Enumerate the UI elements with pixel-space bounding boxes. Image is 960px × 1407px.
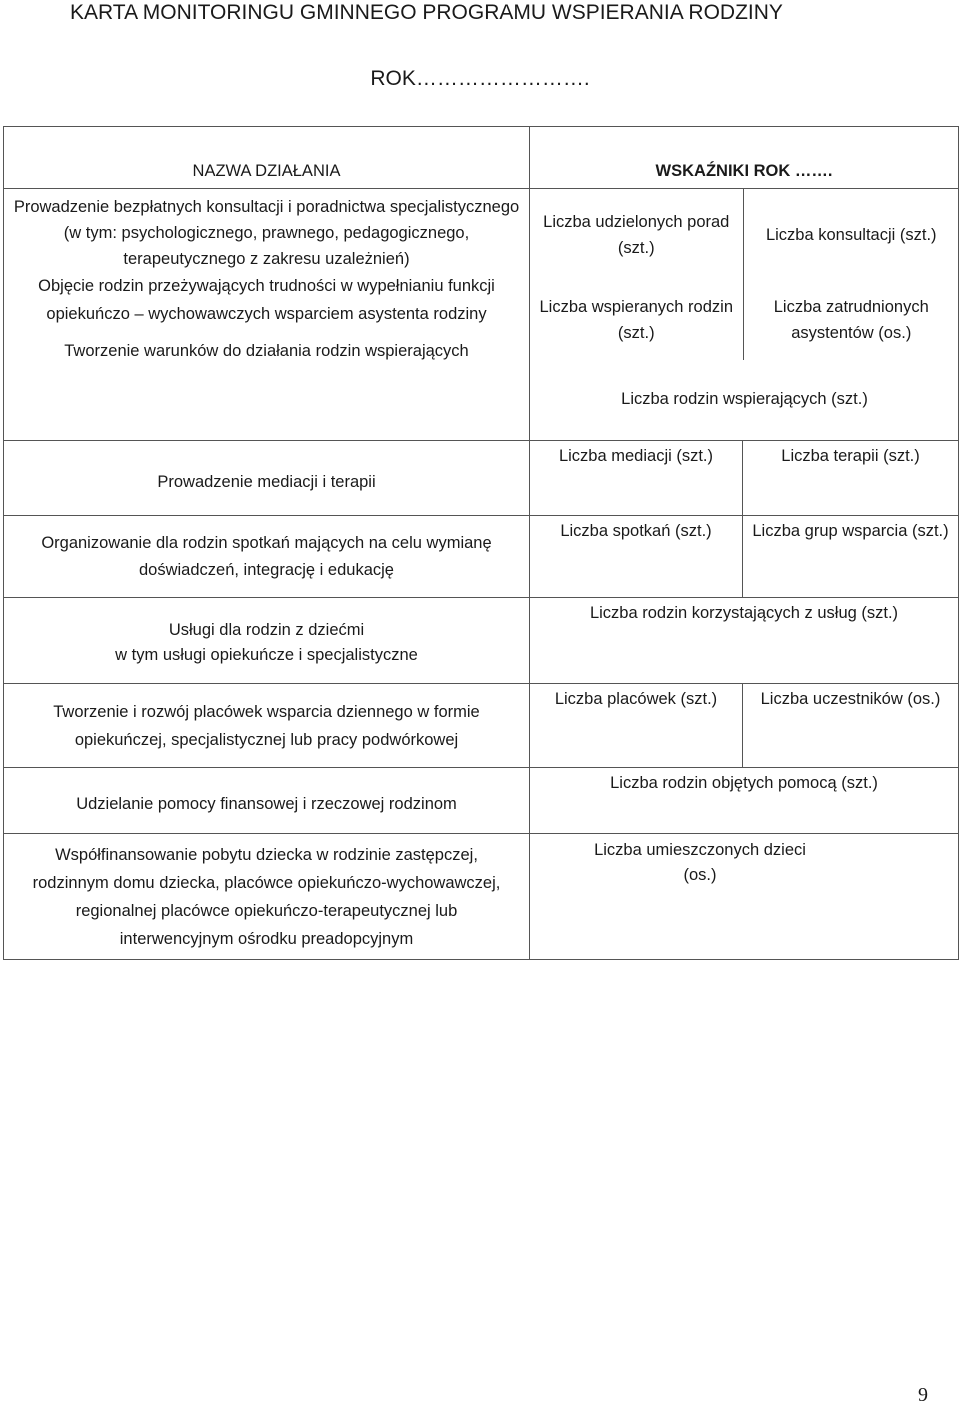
col-header-activity [4,127,530,189]
indicator-assistants-employed: Liczba zatrudnionych asystentów (os.) [743,280,959,360]
table-row [4,598,959,684]
indicators-cell-r1 [530,189,959,441]
activity-r1-consultations: Prowadzenie bezpłatnych konsultacji i poradnictwa specjalistycznego (w tym: psychologicznego, prawnego, pedagogicznego, terapeutycznego z zakresu uzależnień) [13,198,520,268]
table-row [4,441,959,516]
activity-r7-text: Współfinansowanie pobytu dziecka w rodzinie zastępczej, rodzinnym domu dziecka, placówce opiekuńczo-wychowawczej, regionalnej placówce opiekuńczo-terapeutycznej lub interwencyjnym ośrodku preadopcyjnym [32,845,501,948]
indicator-facilities-count: Liczba placówek (szt.) [530,684,743,768]
indicator-meetings-count: Liczba spotkań (szt.) [530,516,743,598]
activity-r1-family-assistant: Objęcie rodzin przeżywających trudności w wypełnianiu funkcji opiekuńczo – wychowawczych wsparciem asystenta rodziny [38,277,495,323]
indicator-mediation-count: Liczba mediacji (szt.) [530,441,743,516]
year-line: ROK……………………. [370,67,590,90]
page-number: 9 [918,1384,928,1406]
activity-r3-text: Organizowanie dla rodzin spotkań mających na celu wymianę doświadczeń, integrację i edukację [41,533,492,579]
table-row [4,189,959,441]
indicator-participants-count: Liczba uczestników (os.) [743,684,959,768]
indicator-placed-children [530,834,959,960]
col-header-activity-text: NAZWA DZIAŁANIA [192,162,341,180]
activity-r5-day-support [4,684,530,768]
activity-r6-financial-aid: Udzielanie pomocy finansowej i rzeczowej rodzinom [4,768,530,834]
indicator-supported-families: Liczba wspieranych rodzin (szt.) [539,298,733,342]
monitoring-table [3,126,959,960]
activity-cell-r1 [4,189,530,441]
indicator-families-using-services: Liczba rodzin korzystających z usług (szt.) [530,598,959,684]
indicator-consultations-count: Liczba konsultacji (szt.) [743,189,959,280]
table-row [4,768,959,834]
indicator-supporting-families: Liczba rodzin wspierających (szt.) [621,390,868,408]
activity-r3-meetings [4,516,530,598]
activity-r4-line1: Usługi dla rodzin z dziećmi [168,620,365,639]
indicator-advice-count: Liczba udzielonych porad (szt.) [543,212,730,257]
col-header-indicators [530,127,959,189]
activity-r7-cofinancing [4,834,530,960]
col-header-indicators-text: WSKAŹNIKI ROK ……. [655,162,833,180]
indicators-r1-grid [530,189,959,438]
activity-r4-services [4,598,530,684]
activity-r1-supporting-families: Tworzenie warunków do działania rodzin wspierających [64,342,469,360]
table-row [4,684,959,768]
activity-r4-line2: w tym usługi opiekuńcze i specjalistyczne [115,645,418,664]
indicator-support-groups: Liczba grup wsparcia (szt.) [743,516,959,598]
document-title: KARTA MONITORINGU GMINNEGO PROGRAMU WSPIERANIA RODZINY [70,1,783,24]
table-header-row [4,127,959,189]
activity-r2-mediation: Prowadzenie mediacji i terapii [4,441,530,516]
activity-r5-text: Tworzenie i rozwój placówek wsparcia dziennego w formie opiekuńczej, specjalistycznej lub pracy podwórkowej [53,702,480,749]
table-row [4,834,959,960]
indicator-placed-children-text: Liczba umieszczonych dzieci (os.) [594,841,806,884]
indicator-therapy-count: Liczba terapii (szt.) [743,441,959,516]
table-row [4,516,959,598]
indicator-families-aided: Liczba rodzin objętych pomocą (szt.) [530,768,959,834]
